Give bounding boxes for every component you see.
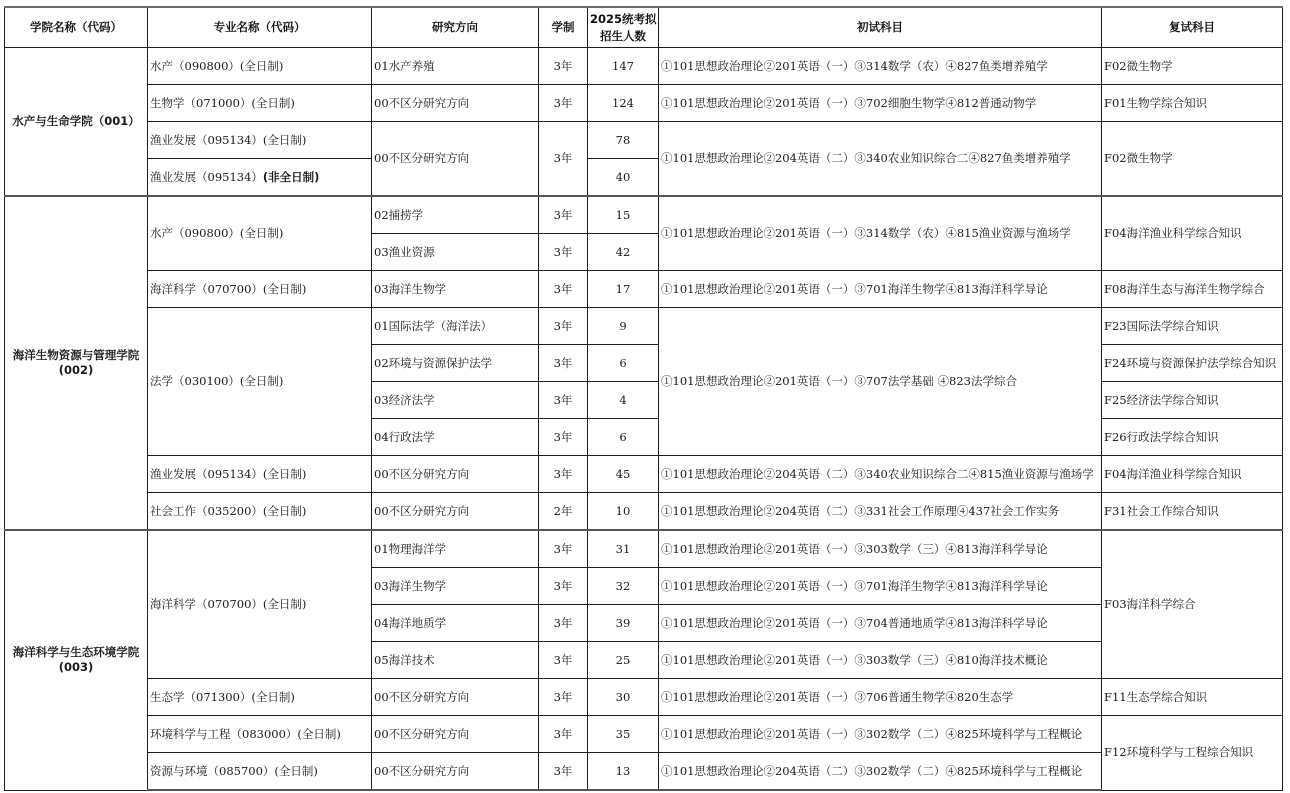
direction-cell: 00不区分研究方向 xyxy=(372,85,539,122)
table-row xyxy=(5,308,1283,345)
direction-cell: 05海洋技术 xyxy=(372,642,539,679)
exam-cell: ①101思想政治理论②201英语（一）③701海洋生物学④813海洋科学导论 xyxy=(659,271,1102,308)
major-cell: 海洋科学（070700）(全日制) xyxy=(148,271,372,308)
major-cell: 环境科学与工程（083000）(全日制) xyxy=(148,716,372,753)
exam-cell: ①101思想政治理论②204英语（二）③331社会工作原理④437社会工作实务 xyxy=(659,493,1102,531)
count-cell: 35 xyxy=(588,716,659,753)
direction-cell: 02环境与资源保护法学 xyxy=(372,345,539,382)
years-cell: 3年 xyxy=(539,605,588,642)
major-cell: 水产（090800）(全日制) xyxy=(148,48,372,85)
direction-cell: 04行政法学 xyxy=(372,419,539,456)
years-cell: 3年 xyxy=(539,122,588,197)
table-row xyxy=(5,530,1283,568)
header-years: 学制 xyxy=(539,7,588,48)
major-cell: 法学（030100）(全日制) xyxy=(148,308,372,456)
retest-cell: F04海洋渔业科学综合知识 xyxy=(1102,196,1283,271)
years-cell: 3年 xyxy=(539,345,588,382)
header-count xyxy=(588,7,659,48)
count-cell: 124 xyxy=(588,85,659,122)
count-cell: 13 xyxy=(588,753,659,791)
major-cell: 海洋科学（070700）(全日制) xyxy=(148,530,372,679)
table-row xyxy=(5,716,1283,753)
retest-cell: F08海洋生态与海洋生物学综合 xyxy=(1102,271,1283,308)
years-cell: 3年 xyxy=(539,196,588,234)
major-cell: 生态学（071300）(全日制) xyxy=(148,679,372,716)
years-cell: 3年 xyxy=(539,530,588,568)
count-cell: 4 xyxy=(588,382,659,419)
header-retest: 复试科目 xyxy=(1102,7,1283,48)
direction-cell: 03海洋生物学 xyxy=(372,568,539,605)
table-row xyxy=(5,679,1283,716)
part-time-label: (非全日制) xyxy=(262,169,320,184)
direction-cell: 02捕捞学 xyxy=(372,196,539,234)
table-row xyxy=(5,196,1283,234)
exam-cell: ①101思想政治理论②201英语（一）③706普通生物学④820生态学 xyxy=(659,679,1102,716)
direction-cell: 00不区分研究方向 xyxy=(372,716,539,753)
direction-cell: 00不区分研究方向 xyxy=(372,493,539,531)
direction-cell: 04海洋地质学 xyxy=(372,605,539,642)
years-cell: 3年 xyxy=(539,568,588,605)
direction-cell: 01国际法学（海洋法） xyxy=(372,308,539,345)
count-cell: 78 xyxy=(588,122,659,159)
years-cell: 3年 xyxy=(539,234,588,271)
college-cell xyxy=(5,196,148,530)
count-cell: 42 xyxy=(588,234,659,271)
exam-cell: ①101思想政治理论②201英语（一）③314数学（农）④815渔业资源与渔场学 xyxy=(659,196,1102,271)
count-cell: 39 xyxy=(588,605,659,642)
header-count-line1: 2025统考拟 xyxy=(590,11,657,26)
direction-cell: 03渔业资源 xyxy=(372,234,539,271)
major-cell: 渔业发展（095134）(全日制) xyxy=(148,122,372,159)
count-cell: 45 xyxy=(588,456,659,493)
retest-cell: F11生态学综合知识 xyxy=(1102,679,1283,716)
exam-cell: ①101思想政治理论②201英语（一）③314数学（农）④827鱼类增养殖学 xyxy=(659,48,1102,85)
exam-cell: ①101思想政治理论②204英语（二）③340农业知识综合二④827鱼类增养殖学 xyxy=(659,122,1102,197)
years-cell: 3年 xyxy=(539,382,588,419)
years-cell: 3年 xyxy=(539,753,588,791)
table-row xyxy=(5,753,1283,791)
count-cell: 40 xyxy=(588,159,659,197)
count-cell: 9 xyxy=(588,308,659,345)
count-cell: 31 xyxy=(588,530,659,568)
retest-cell: F02微生物学 xyxy=(1102,122,1283,197)
admissions-table xyxy=(4,6,1283,791)
header-count-line2: 招生人数 xyxy=(600,28,646,43)
years-cell: 3年 xyxy=(539,85,588,122)
count-cell: 25 xyxy=(588,642,659,679)
years-cell: 3年 xyxy=(539,679,588,716)
retest-cell: F01生物学综合知识 xyxy=(1102,85,1283,122)
years-cell: 3年 xyxy=(539,271,588,308)
years-cell: 3年 xyxy=(539,308,588,345)
years-cell: 3年 xyxy=(539,642,588,679)
count-cell: 6 xyxy=(588,419,659,456)
retest-cell: F02微生物学 xyxy=(1102,48,1283,85)
table-row xyxy=(5,271,1283,308)
college-name: 水产与生命学院（001） xyxy=(12,114,140,128)
retest-cell: F26行政法学综合知识 xyxy=(1102,419,1283,456)
count-cell: 10 xyxy=(588,493,659,531)
retest-cell: F23国际法学综合知识 xyxy=(1102,308,1283,345)
exam-cell: ①101思想政治理论②204英语（二）③340农业知识综合二④815渔业资源与渔场学 xyxy=(659,456,1102,493)
header-row xyxy=(5,7,1283,48)
retest-cell: F31社会工作综合知识 xyxy=(1102,493,1283,531)
header-college: 学院名称（代码） xyxy=(5,7,148,48)
college-code: (002) xyxy=(58,363,94,377)
direction-cell: 00不区分研究方向 xyxy=(372,679,539,716)
major-cell: 生物学（071000）(全日制) xyxy=(148,85,372,122)
direction-cell: 03海洋生物学 xyxy=(372,271,539,308)
years-cell: 3年 xyxy=(539,716,588,753)
count-cell: 147 xyxy=(588,48,659,85)
years-cell: 2年 xyxy=(539,493,588,531)
college-name: 海洋科学与生态环境学院 xyxy=(12,645,140,660)
major-cell: 水产（090800）(全日制) xyxy=(148,196,372,271)
retest-cell: F04海洋渔业科学综合知识 xyxy=(1102,456,1283,493)
major-cell: 社会工作（035200）(全日制) xyxy=(148,493,372,531)
exam-cell: ①101思想政治理论②201英语（一）③707法学基础 ④823法学综合 xyxy=(659,308,1102,456)
years-cell: 3年 xyxy=(539,456,588,493)
retest-cell: F12环境科学与工程综合知识 xyxy=(1102,716,1283,791)
table-row xyxy=(5,493,1283,531)
count-cell: 6 xyxy=(588,345,659,382)
exam-cell: ①101思想政治理论②201英语（一）③704普通地质学④813海洋科学导论 xyxy=(659,605,1102,642)
exam-cell: ①101思想政治理论②201英语（一）③701海洋生物学④813海洋科学导论 xyxy=(659,568,1102,605)
table-row xyxy=(5,456,1283,493)
major-cell: 资源与环境（085700）(全日制) xyxy=(148,753,372,791)
direction-cell: 00不区分研究方向 xyxy=(372,456,539,493)
count-cell: 15 xyxy=(588,196,659,234)
major-cell xyxy=(148,159,372,197)
header-major: 专业名称（代码） xyxy=(148,7,372,48)
years-cell: 3年 xyxy=(539,48,588,85)
exam-cell: ①101思想政治理论②201英语（一）③302数学（二）④825环境科学与工程概论 xyxy=(659,716,1102,753)
header-direction: 研究方向 xyxy=(372,7,539,48)
table-row xyxy=(5,85,1283,122)
direction-cell: 01水产养殖 xyxy=(372,48,539,85)
count-cell: 17 xyxy=(588,271,659,308)
major-cell: 渔业发展（095134）(全日制) xyxy=(148,456,372,493)
table-row xyxy=(5,122,1283,159)
table-row xyxy=(5,48,1283,85)
exam-cell: ①101思想政治理论②201英语（一）③702细胞生物学④812普通动物学 xyxy=(659,85,1102,122)
exam-cell: ①101思想政治理论②201英语（一）③303数学（三）④813海洋科学导论 xyxy=(659,530,1102,568)
header-exam: 初试科目 xyxy=(659,7,1102,48)
college-cell xyxy=(5,530,148,790)
exam-cell: ①101思想政治理论②201英语（一）③303数学（三）④810海洋技术概论 xyxy=(659,642,1102,679)
college-cell xyxy=(5,48,148,197)
count-cell: 30 xyxy=(588,679,659,716)
direction-cell: 03经济法学 xyxy=(372,382,539,419)
college-code: (003) xyxy=(58,660,94,675)
count-cell: 32 xyxy=(588,568,659,605)
exam-cell: ①101思想政治理论②204英语（二）③302数学（二）④825环境科学与工程概论 xyxy=(659,753,1102,791)
major-name: 渔业发展（095134） xyxy=(150,169,263,184)
retest-cell: F24环境与资源保护法学综合知识 xyxy=(1102,345,1283,382)
direction-cell: 00不区分研究方向 xyxy=(372,122,539,197)
direction-cell: 00不区分研究方向 xyxy=(372,753,539,791)
retest-cell: F25经济法学综合知识 xyxy=(1102,382,1283,419)
direction-cell: 01物理海洋学 xyxy=(372,530,539,568)
retest-cell: F03海洋科学综合 xyxy=(1102,530,1283,679)
years-cell: 3年 xyxy=(539,419,588,456)
college-name: 海洋生物资源与管理学院 xyxy=(12,348,140,362)
